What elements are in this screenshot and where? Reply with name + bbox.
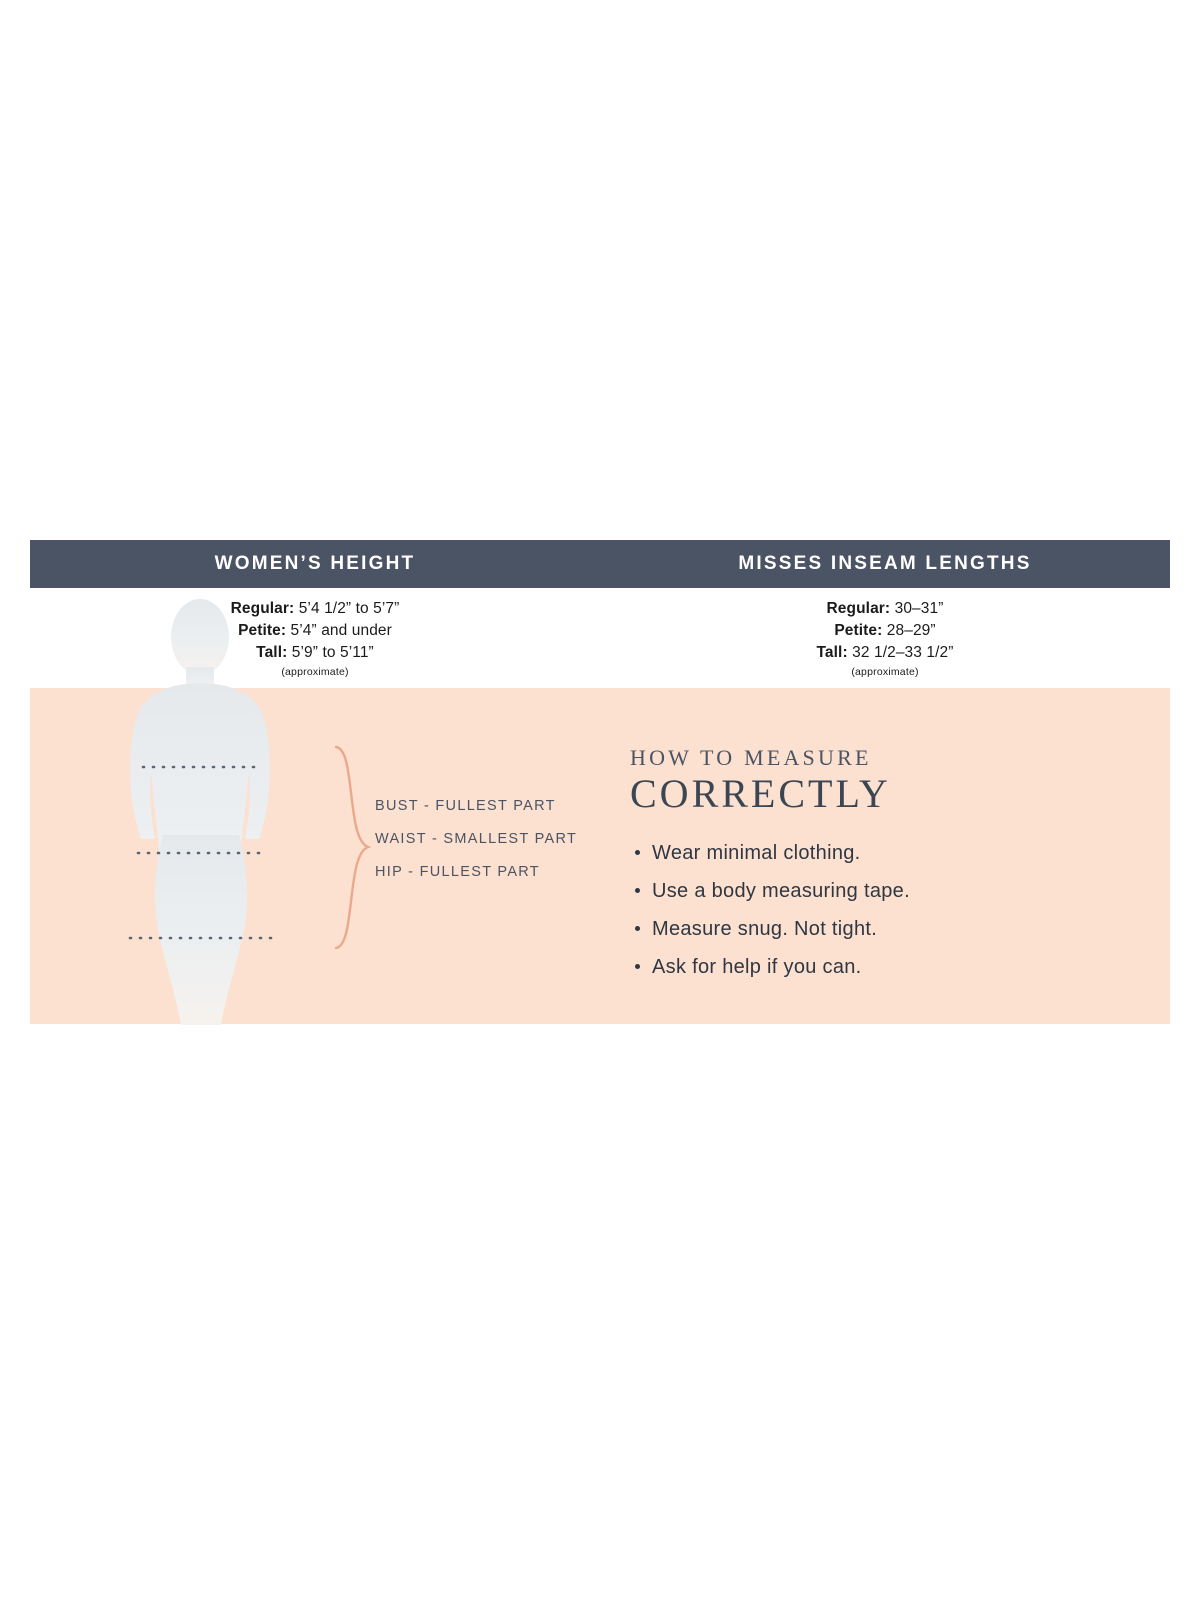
inseam-tall-value: 32 1/2–33 1/2” — [847, 644, 954, 661]
brace-bracket-icon — [330, 745, 374, 950]
height-regular-label: Regular: — [230, 600, 295, 617]
measurement-dotted-lines — [85, 595, 315, 1025]
list-item: Ask for help if you can. — [652, 952, 1150, 982]
measurement-label-hip: HIP - FULLEST PART — [375, 864, 540, 880]
height-petite-value: 5’4” and under — [286, 622, 392, 639]
inseam-tall-row — [600, 642, 1170, 664]
inseam-petite-label: Petite: — [834, 622, 883, 639]
list-item: Use a body measuring tape. — [652, 876, 1150, 906]
height-tall-label: Tall: — [256, 644, 288, 661]
height-tall-value: 5’9” to 5’11” — [287, 644, 374, 661]
how-to-measure-kicker: HOW TO MEASURE — [630, 745, 872, 770]
how-to-measure-tips — [630, 838, 1150, 982]
measurement-label-waist: WAIST - SMALLEST PART — [375, 831, 578, 847]
height-petite-label: Petite: — [238, 622, 287, 639]
measurement-labels — [375, 790, 635, 889]
how-to-measure-section — [630, 745, 1150, 990]
inseam-tall-label: Tall: — [816, 644, 848, 661]
inseam-regular-value: 30–31” — [890, 600, 944, 617]
column-header-womens-height: WOMEN’S HEIGHT — [214, 553, 416, 574]
inseam-regular-label: Regular: — [826, 600, 891, 617]
height-approximate-note: (approximate) — [281, 666, 349, 678]
how-to-measure-title: CORRECTLY — [630, 771, 891, 816]
inseam-regular-row — [600, 598, 1170, 620]
inseam-column — [600, 588, 1170, 688]
list-item: Measure snug. Not tight. — [652, 914, 1150, 944]
table-header-bar — [30, 540, 1170, 588]
column-header-misses-inseam-lengths: MISSES INSEAM LENGTHS — [738, 553, 1032, 574]
inseam-petite-value: 28–29” — [882, 622, 936, 639]
inseam-petite-row — [600, 620, 1170, 642]
measurement-label-bust: BUST - FULLEST PART — [375, 798, 556, 814]
height-regular-value: 5’4 1/2” to 5’7” — [294, 600, 400, 617]
size-guide-chart — [30, 540, 1170, 1024]
list-item: Wear minimal clothing. — [652, 838, 1150, 868]
inseam-approximate-note: (approximate) — [851, 666, 919, 678]
